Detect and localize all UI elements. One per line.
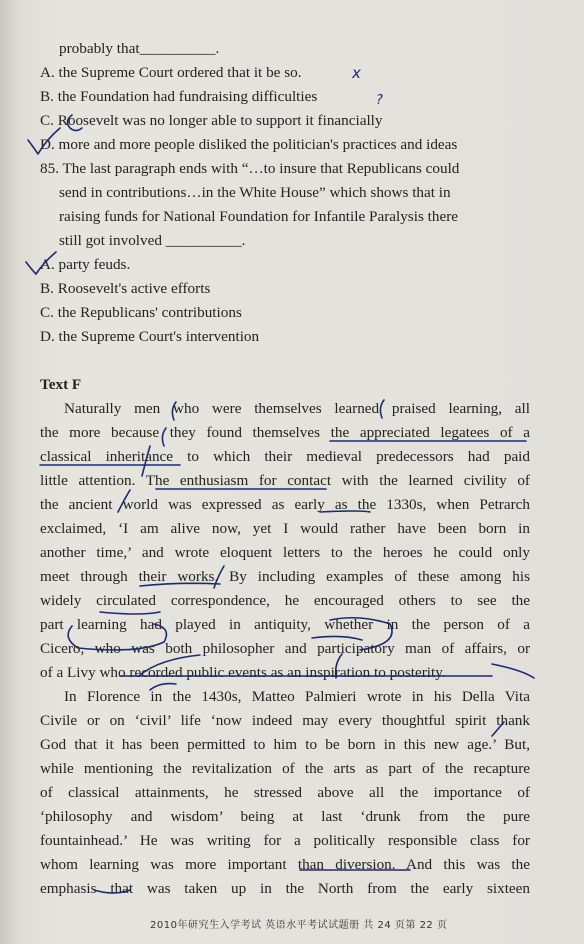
text-f-line-15: God that it has been permitted to him to be born in this new age.’ But, <box>40 736 530 753</box>
text-f-line-4: little attention. The enthusiasm for contact with the learned civility of <box>40 472 530 489</box>
mark-question: ? <box>376 93 383 108</box>
q85-option-c[interactable]: C. the Republicans' contributions <box>40 304 242 321</box>
q84-option-d[interactable]: D. more and more people disliked the politician's practices and ideas <box>40 136 458 153</box>
q85-stem-line-1: 85. The last paragraph ends with “…to insure that Republicans could <box>40 160 460 177</box>
text-f-line-16: while mentioning the revitalization of the arts as part of the recapture <box>40 760 530 777</box>
text-f-line-17: of classical attainments, he stressed above all the importance of <box>40 784 530 801</box>
text-f-line-10: part learning had played in antiquity, whether in the person of a <box>40 616 530 633</box>
q84-option-c[interactable]: C. Roosevelt was no longer able to support it financially <box>40 112 383 129</box>
text-f-line-7: another time,’ and wrote eloquent letters to the heroes he could only <box>40 544 530 561</box>
text-f-line-11: Cicero, who was both philosopher and participatory man of affairs, or <box>40 640 530 657</box>
text-f-line-14: Civile or on ‘civil’ life ‘now indeed may every thoughtful spirit thank <box>40 712 530 729</box>
text-f-line-12: of a Livy who recorded public events as an inspiration to posterity. <box>40 664 446 681</box>
q85-stem-line-2: send in contributions…in the White House” which shows that in <box>59 184 451 201</box>
q84-option-a[interactable]: A. the Supreme Court ordered that it be so. <box>40 64 302 81</box>
text-f-line-8: meet through their works. By including examples of these among his <box>40 568 530 585</box>
text-f-line-6: exclaimed, ‘I am alive now, yet I would rather have been born in <box>40 520 530 537</box>
text-f-line-1: Naturally men who were themselves learned praised learning, all <box>64 400 530 417</box>
text-f-line-9: widely circulated correspondence, he encouraged others to see the <box>40 592 530 609</box>
q85-option-b[interactable]: B. Roosevelt's active efforts <box>40 280 211 297</box>
q85-stem-line-3: raising funds for National Foundation for Infantile Paralysis there <box>59 208 458 225</box>
mark-x: x <box>352 64 361 82</box>
text-f-line-21: emphasis that was taken up in the North from the early sixteen <box>40 880 530 897</box>
text-f-line-20: whom learning was more important than diversion. And this was the <box>40 856 530 873</box>
q85-option-a[interactable]: A. party feuds. <box>40 256 131 273</box>
text-f-line-5: the ancient world was expressed as early as the 1330s, when Petrarch <box>40 496 530 513</box>
q85-option-d[interactable]: D. the Supreme Court's intervention <box>40 328 260 345</box>
q85-stem-line-4: still got involved __________. <box>59 232 246 249</box>
text-f-line-3: classical inheritance to which their medieval predecessors had paid <box>40 448 530 465</box>
text-f-line-2: the more because they found themselves the appreciated legatees of a <box>40 424 530 441</box>
text-f-line-19: fountainhead.’ He was writing for a politically responsible class for <box>40 832 530 849</box>
text-f-heading: Text F <box>40 376 82 393</box>
text-f-line-13: In Florence in the 1430s, Matteo Palmieri wrote in his Della Vita <box>64 688 530 705</box>
q84-option-b[interactable]: B. the Foundation had fundraising difficulties <box>40 88 318 105</box>
page-footer: 2010年研究生入学考试 英语水平考试试题册 共 24 页第 22 页 <box>150 920 448 931</box>
text-f-line-18: ‘philosophy and wisdom’ being at last ‘drunk from the pure <box>40 808 530 825</box>
q84-stem-end: probably that__________. <box>59 40 220 57</box>
